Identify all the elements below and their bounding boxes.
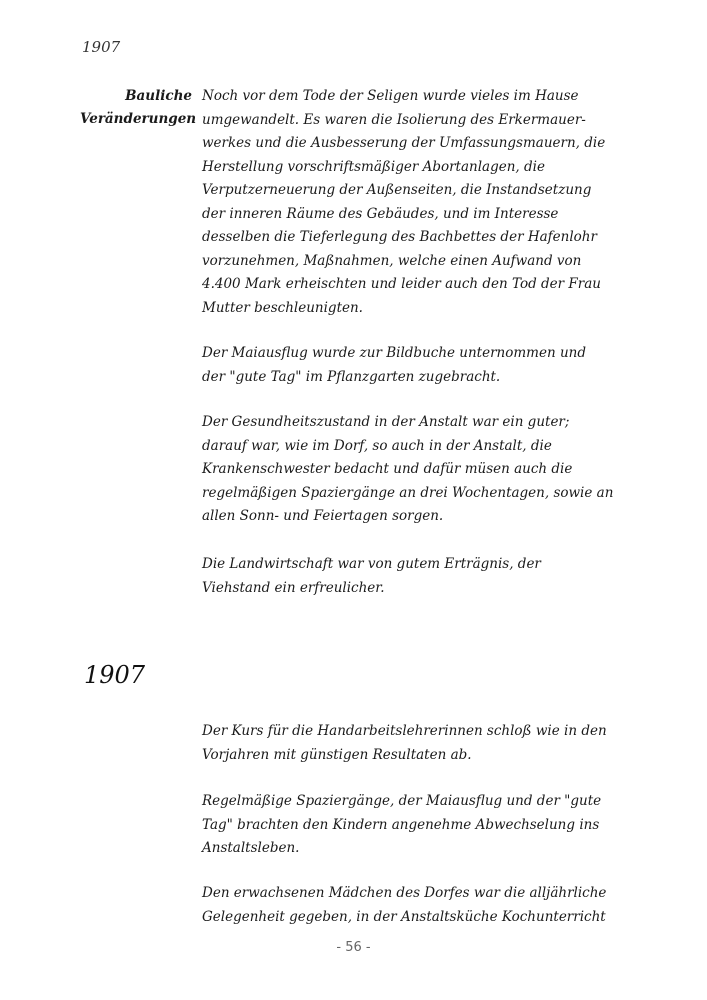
text-line: Die Landwirtschaft war von gutem Erträgnis, der (202, 556, 541, 572)
text-line: Der Gesundheitszustand in der Anstalt war ein guter; (202, 414, 570, 430)
text-line: vorzunehmen, Maßnahmen, welche einen Aufwand von (202, 252, 582, 269)
text-line: Regelmäßige Spaziergänge, der Maiausflug und der "gute (202, 793, 602, 809)
text-line: der "gute Tag" im Pflanzgarten zugebracht. (202, 368, 501, 385)
text-line: allen Sonn- und Feiertagen sorgen. (202, 508, 444, 524)
text-line: 4.400 Mark erheischten und leider auch den Tod der Frau (202, 276, 601, 292)
text-line: umgewandelt. Es waren die Isolierung des Erkermauer- (202, 111, 586, 128)
margin-note-line: Veränderungen (80, 111, 197, 127)
text-line: Tag" brachten den Kindern angenehme Abwechselung ins (202, 816, 600, 833)
paragraph-may-excursion (202, 342, 632, 389)
page-number: - 56 - (336, 940, 371, 955)
paragraph-cooking (202, 882, 632, 929)
paragraph-building-changes (202, 85, 632, 320)
text-line: darauf war, wie im Dorf, so auch in der Anstalt, die (202, 437, 552, 454)
paragraph-course (202, 720, 632, 767)
header-year: 1907 (82, 38, 121, 56)
text-line: Mutter beschleunigten. (202, 299, 363, 316)
text-line: Der Maiausflug wurde zur Bildbuche unternommen und (202, 345, 586, 361)
text-line: Anstaltsleben. (202, 840, 300, 856)
text-line: Krankenschwester bedacht und dafür müsen auch die (202, 461, 573, 477)
margin-note (80, 85, 197, 131)
margin-note-line: Bauliche (125, 88, 192, 104)
text-line: regelmäßigen Spaziergänge an drei Wochentagen, sowie an (202, 484, 614, 501)
text-line: Noch vor dem Tode der Seligen wurde vieles im Hause (202, 88, 579, 104)
text-line: Vorjahren mit günstigen Resultaten ab. (202, 746, 472, 763)
section-year-heading: 1907 (84, 661, 146, 689)
text-line: Herstellung vorschriftsmäßiger Abortanlagen, die (202, 158, 545, 175)
text-line: werkes und die Ausbesserung der Umfassungsmauern, die (202, 135, 606, 151)
text-line: der inneren Räume des Gebäudes, und im Interesse (202, 205, 559, 222)
paragraph-walks (202, 790, 632, 861)
text-line: Gelegenheit gegeben, in der Anstaltsküche Kochunterricht (202, 908, 606, 925)
paragraph-agriculture (202, 553, 632, 600)
text-line: desselben die Tieferlegung des Bachbettes der Hafenlohr (202, 229, 597, 245)
text-line: Verputzerneuerung der Außenseiten, die Instandsetzung (202, 182, 592, 198)
text-line: Viehstand ein erfreulicher. (202, 579, 385, 596)
paragraph-health (202, 411, 632, 529)
text-line: Den erwachsenen Mädchen des Dorfes war die alljährliche (202, 885, 607, 901)
text-line: Der Kurs für die Handarbeitslehrerinnen schloß wie in den (202, 723, 607, 739)
